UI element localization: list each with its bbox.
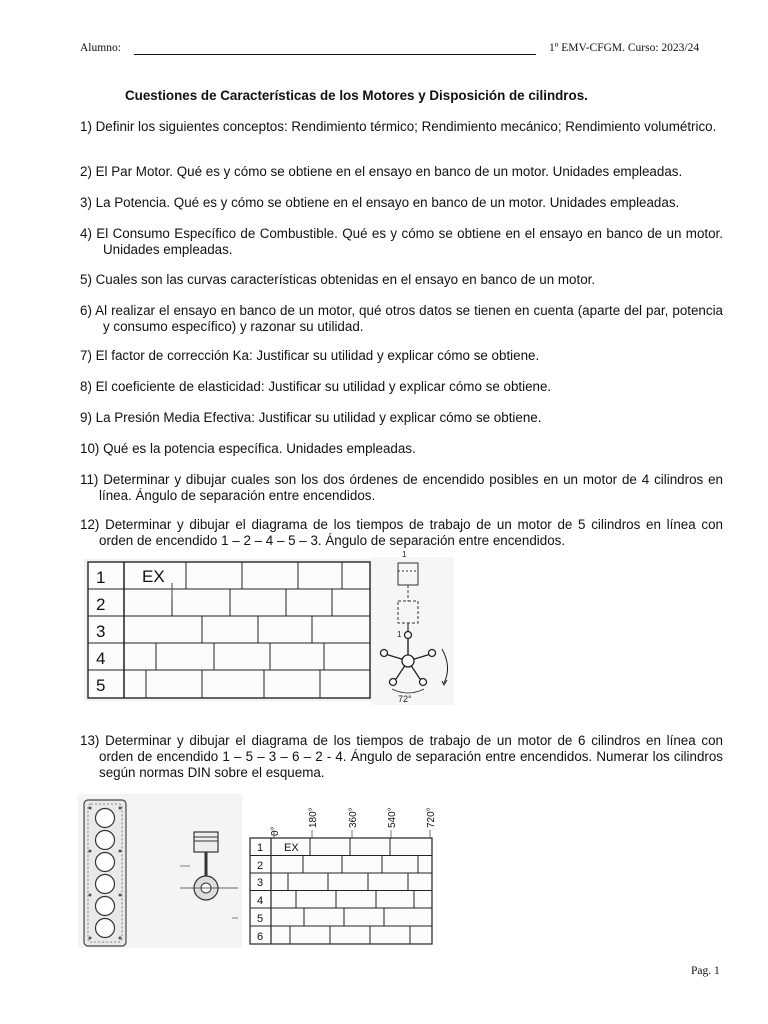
question-9: 9) La Presión Media Efectiva: Justificar su utilidad y explicar cómo se obtiene. [80,410,542,425]
student-label: Alumno: [80,42,121,54]
piston-rod-drawing [176,826,242,920]
cylinder-row-label: 3 [257,877,264,889]
exhaust-cell-label: EX [284,842,299,854]
page-title: Cuestiones de Características de los Motores y Disposición de cilindros. [125,88,588,103]
six-cylinder-timing-grid [246,798,438,948]
angle-label: 360° [348,807,359,828]
angle-label: 720° [426,807,437,828]
question-1: 1) Definir los siguientes conceptos: Rendimiento térmico; Rendimiento mecánico; Rendimiento volumétrico. [80,119,717,134]
five-cylinder-crank-diagram [372,549,454,705]
question-13: 13) Determinar y dibujar el diagrama de los tiempos de trabajo de un motor de 6 cilindros en línea con orden de encendido 1 – 5 – 3 – 6 – 2 - 4. Ángulo de separación entre encendidos. Numerar los cilindros según normas DIN sobre el esquema. [80,733,723,780]
cylinder-row-label: 5 [96,676,106,695]
question-4: 4) El Consumo Específico de Combustible. Qué es y cómo se obtiene en el ensayo en banco de un motor. Unidades empleadas. [80,226,723,257]
question-12: 12) Determinar y dibujar el diagrama de los tiempos de trabajo de un motor de 5 cilindros en línea con orden de encendido 1 – 2 – 4 – 5 – 3. Ángulo de separación entre encendidos. [80,517,723,548]
question-3: 3) La Potencia. Qué es y cómo se obtiene en el ensayo en banco de un motor. Unidades empleadas. [80,195,680,210]
angle-label: 540° [387,807,398,828]
question-6: 6) Al realizar el ensayo en banco de un motor, qué otros datos se tienen en cuenta (aparte del par, potencia y consumo específico) y razonar su utilidad. [80,303,723,334]
cylinder-row-label: 2 [96,595,106,614]
cylinder-row-label: 6 [257,931,264,943]
cylinder-row-label: 4 [96,649,106,668]
question-8: 8) El coeficiente de elasticidad: Justificar su utilidad y explicar cómo se obtiene. [80,379,552,394]
angle-label: 180° [308,807,319,828]
question-11: 11) Determinar y dibujar cuales son los dos órdenes de encendido posibles en un motor de 4 cilindros en línea. Ángulo de separación entre encendidos. [80,472,723,503]
cylinder-row-label: 4 [257,895,264,907]
question-7: 7) El factor de corrección Ka: Justificar su utilidad y explicar cómo se obtiene. [80,348,540,363]
cylinder-row-label: 2 [257,860,264,872]
angle-label: 0° [270,826,281,836]
question-10: 10) Qué es la potencia específica. Unidades empleadas. [80,441,416,456]
crank-angle-label: 72° [398,694,412,704]
exhaust-cell-label: EX [142,567,165,586]
cylinder-row-label: 5 [257,913,264,925]
course-label: 1º EMV-CFGM. Curso: 2023/24 [549,42,700,54]
page-number: Pag. 1 [691,965,720,977]
student-name-line [134,54,536,55]
five-cylinder-timing-grid [84,559,374,701]
question-2: 2) El Par Motor. Qué es y cómo se obtiene en el ensayo en banco de un motor. Unidades empleadas. [80,164,683,179]
crank-side-label: 1 [397,630,402,639]
crank-top-label: 1 [402,550,407,559]
question-5: 5) Cuales son las curvas características obtenidas en el ensayo en banco de un motor. [80,272,596,287]
cylinder-row-label: 1 [257,842,264,854]
cylinder-row-label: 3 [96,622,106,641]
cylinder-row-label: 1 [96,568,106,587]
